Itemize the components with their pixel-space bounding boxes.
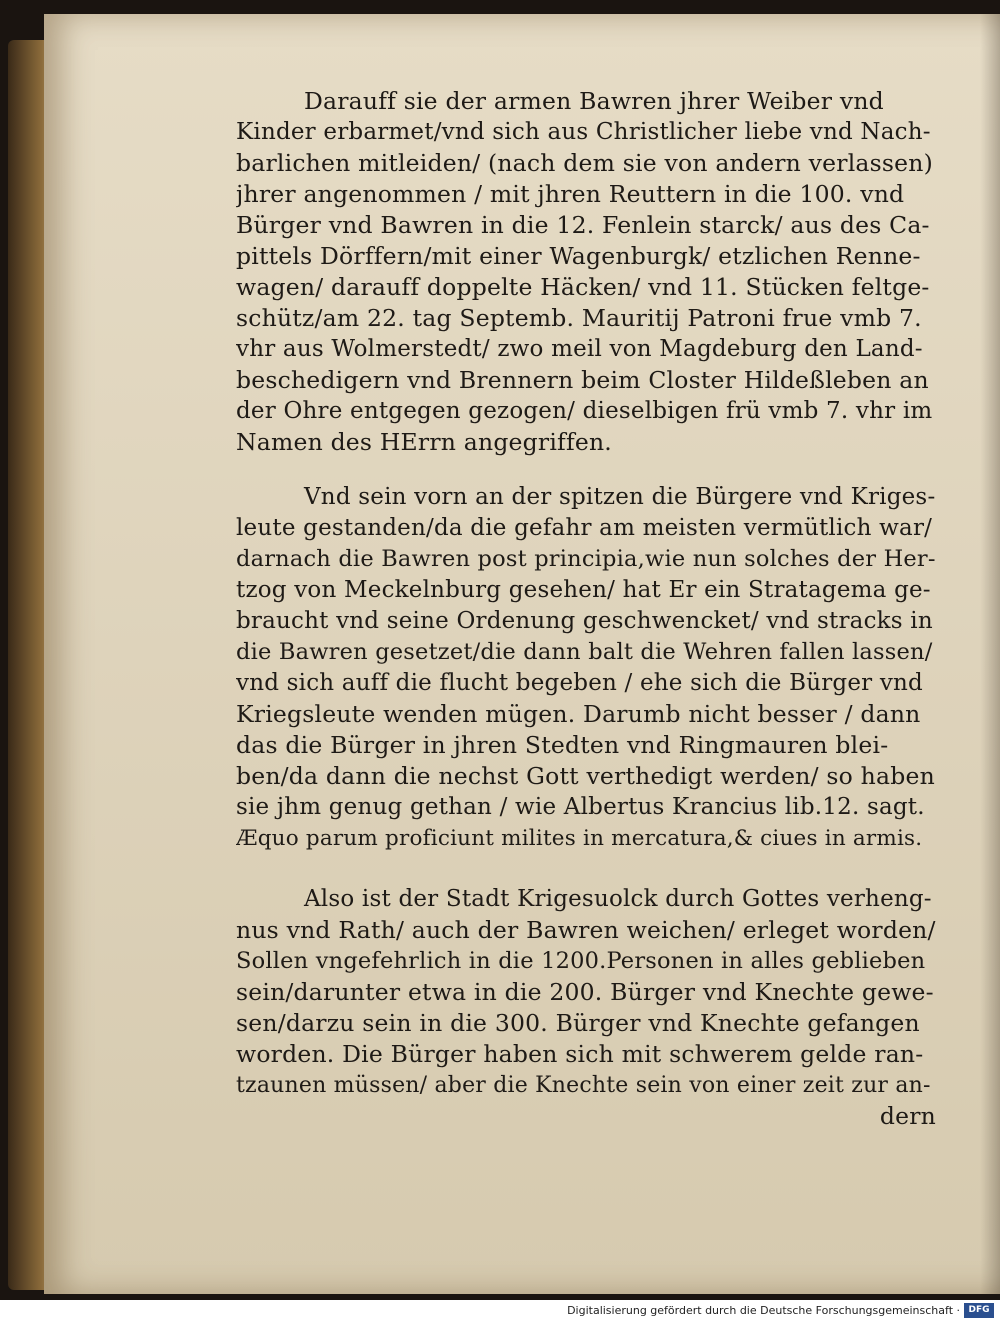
text-line: Kriegsleute wenden mügen. Darumb nicht besser / dann: [236, 700, 921, 728]
text-line: worden. Die Bürger haben sich mit schwerem gelde ran-: [236, 1040, 924, 1068]
text-line: jhrer angenommen / mit jhren Reuttern in die 100. vnd: [236, 180, 905, 208]
text-line: braucht vnd seine Ordenung geschwencket/ vnd stracks in: [236, 608, 933, 634]
text-line: Sollen vngefehrlich in die 1200.Personen in alles geblieben: [236, 948, 926, 974]
text-line: Namen des HErrn angegriffen.: [236, 428, 612, 456]
dfg-logo: DFG: [964, 1303, 994, 1318]
text-line: ben/da dann die nechst Gott verthedigt werden/ so haben: [236, 762, 935, 790]
text-line: Bürger vnd Bawren in die 12. Fenlein starck/ aus des Ca-: [236, 211, 930, 239]
paragraph-1: [236, 86, 936, 458]
text-line: tzog von Meckelnburg gesehen/ hat Er ein Stratagema ge-: [236, 577, 931, 603]
text-line: sen/darzu sein in die 300. Bürger vnd Knechte gefangen: [236, 1009, 920, 1037]
text-line: Vnd sein vorn an der spitzen die Bürgere vnd Kriges-: [304, 484, 936, 510]
text-line: tzaunen müssen/ aber die Knechte sein von einer zeit zur an-: [236, 1073, 931, 1098]
text-line: Darauff sie der armen Bawren jhrer Weiber vnd: [304, 87, 884, 115]
text-line: sein/darunter etwa in die 200. Bürger vnd Knechte gewe-: [236, 978, 934, 1006]
paragraph-2: [236, 482, 936, 854]
text-line: pittels Dörffern/mit einer Wagenburgk/ etzlichen Renne-: [236, 242, 921, 270]
text-line: vhr aus Wolmerstedt/ zwo meil von Magdeburg den Land-: [236, 336, 923, 362]
text-line: wagen/ darauff doppelte Häcken/ vnd 11. Stücken feltge-: [236, 273, 930, 301]
text-line: barlichen mitleiden/ (nach dem sie von andern verlassen): [236, 149, 933, 177]
text-line: die Bawren gesetzet/die dann balt die Wehren fallen lassen/: [236, 639, 933, 665]
text-line: Æquo parum proficiunt milites in mercatura,& ciues in armis.: [236, 826, 923, 851]
text-line: das die Bürger in jhren Stedten vnd Ringmauren blei-: [236, 731, 889, 759]
paragraph-3: [236, 884, 936, 1132]
text-line: dern: [879, 1102, 936, 1130]
text-line: vnd sich auff die flucht begeben / ehe sich die Bürger vnd: [236, 670, 923, 696]
text-line: der Ohre entgegen gezogen/ dieselbigen frü vmb 7. vhr im: [236, 398, 933, 424]
text-line: leute gestanden/da die gefahr am meisten vermütlich war/: [236, 515, 933, 541]
text-line: beschedigern vnd Brennern beim Closter Hildeßleben an: [236, 366, 929, 394]
footer-bar: [0, 1300, 1000, 1323]
funding-credit: Digitalisierung gefördert durch die Deutsche Forschungsgemeinschaft ·: [567, 1304, 960, 1317]
page-shadow: [980, 14, 1000, 1294]
text-line: Also ist der Stadt Krigesuolck durch Gottes verheng-: [304, 886, 932, 912]
text-line: sie jhm genug gethan / wie Albertus Krancius lib.12. sagt.: [236, 794, 925, 820]
text-line: schütz/am 22. tag Septemb. Mauritij Patroni frue vmb 7.: [236, 304, 922, 332]
text-line: Kinder erbarmet/vnd sich aus Christlicher liebe vnd Nach-: [236, 119, 931, 145]
text-line: nus vnd Rath/ auch der Bawren weichen/ erleget worden/: [236, 916, 936, 944]
text-line: darnach die Bawren post principia,wie nun solches der Her-: [236, 546, 936, 572]
